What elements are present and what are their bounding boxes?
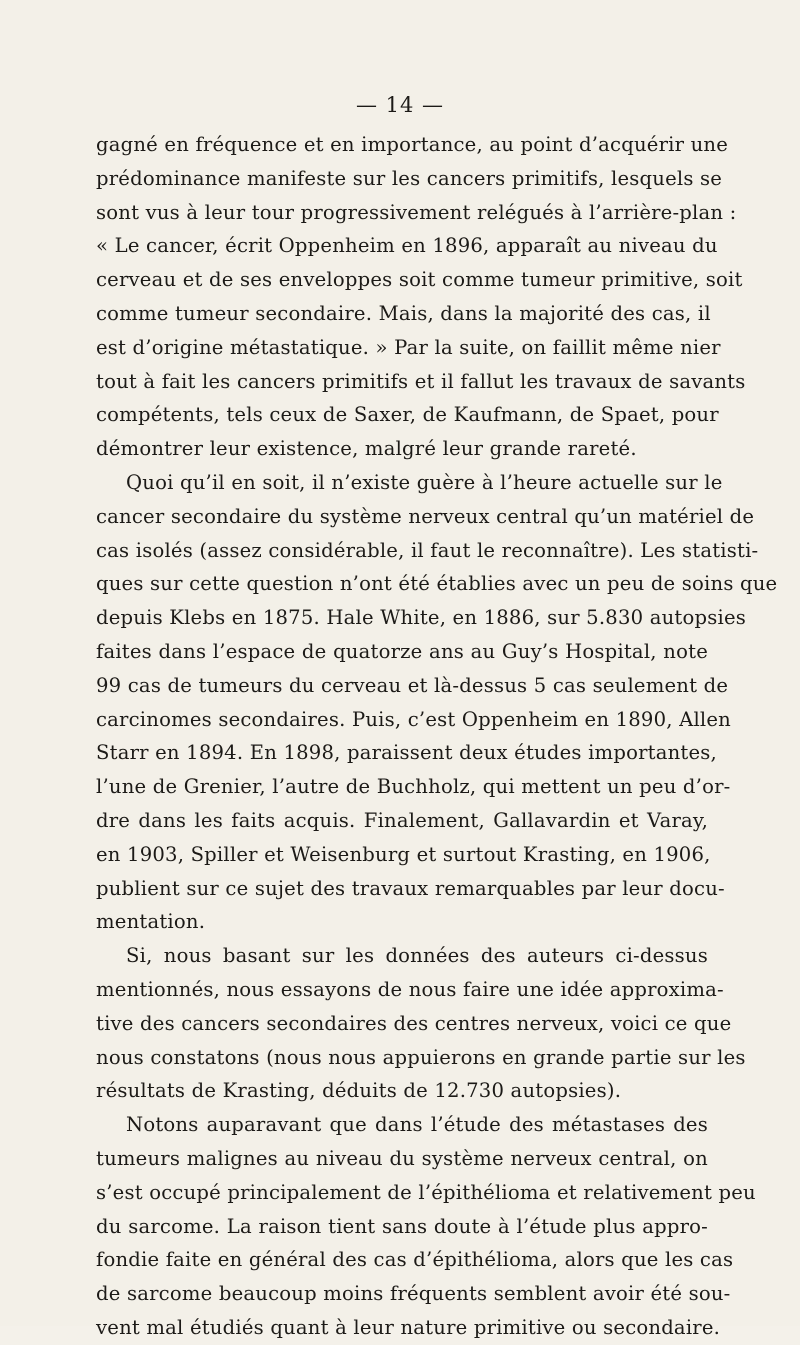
text-line: tive des cancers secondaires des centres nerveux, voici ce que: [96, 1011, 732, 1035]
text-line: ques sur cette question n’ont été établies avec un peu de soins que: [96, 572, 778, 596]
text-line: nous constatons (nous nous appuierons en grande partie sur les: [96, 1045, 746, 1069]
body-text: [96, 128, 778, 1345]
text-line: cerveau et de ses enveloppes soit comme tumeur primitive, soit: [96, 268, 743, 292]
text-line: mentionnés, nous essayons de nous faire une idée approxima-: [96, 977, 724, 1001]
text-line: cas isolés (assez considérable, il faut le reconnaître). Les statisti-: [96, 538, 759, 562]
text-line: depuis Klebs en 1875. Hale White, en 1886, sur 5.830 autopsies: [96, 606, 746, 630]
text-line: tumeurs malignes au niveau du système nerveux central, on: [96, 1146, 708, 1170]
text-line: Starr en 1894. En 1898, paraissent deux études importantes,: [96, 741, 717, 765]
text-line: Si, nous basant sur les données des auteurs ci-dessus: [126, 944, 708, 968]
text-line: vent mal étudiés quant à leur nature primitive ou secondaire.: [96, 1315, 721, 1339]
text-line: publient sur ce sujet des travaux remarquables par leur docu-: [96, 876, 725, 900]
text-line: en 1903, Spiller et Weisenburg et surtout Krasting, en 1906,: [96, 842, 711, 866]
text-line: l’une de Grenier, l’autre de Buchholz, qui mettent un peu d’or-: [96, 775, 731, 799]
text-line: faites dans l’espace de quatorze ans au Guy’s Hospital, note: [96, 639, 708, 663]
text-line: est d’origine métastatique. » Par la suite, on faillit même nier: [96, 335, 721, 359]
text-line: carcinomes secondaires. Puis, c’est Oppenheim en 1890, Allen: [96, 707, 731, 731]
text-line: s’est occupé principalement de l’épithélioma et relativement peu: [96, 1180, 756, 1204]
text-line: dre dans les faits acquis. Finalement, Gallavardin et Varay,: [96, 808, 708, 832]
text-line: Quoi qu’il en soit, il n’existe guère à l’heure actuelle sur le: [126, 470, 723, 494]
text-line: prédominance manifeste sur les cancers primitifs, lesquels se: [96, 166, 723, 190]
text-line: tout à fait les cancers primitifs et il fallut les travaux de savants: [96, 369, 746, 393]
text-line: mentation.: [96, 910, 206, 934]
text-line: résultats de Krasting, déduits de 12.730 autopsies).: [96, 1079, 622, 1103]
text-line: cancer secondaire du système nerveux central qu’un matériel de: [96, 504, 755, 528]
text-line: Notons auparavant que dans l’étude des métastases des: [126, 1113, 708, 1137]
text-line: démontrer leur existence, malgré leur grande rareté.: [96, 437, 637, 461]
text-line: fondie faite en général des cas d’épithélioma, alors que les cas: [96, 1248, 734, 1272]
text-line: de sarcome beaucoup moins fréquents semblent avoir été sou-: [96, 1282, 731, 1306]
text-line: « Le cancer, écrit Oppenheim en 1896, apparaît au niveau du: [96, 234, 718, 258]
text-line: compétents, tels ceux de Saxer, de Kaufmann, de Spaet, pour: [96, 403, 719, 427]
text-line: comme tumeur secondaire. Mais, dans la majorité des cas, il: [96, 301, 711, 325]
text-line: du sarcome. La raison tient sans doute à l’étude plus appro-: [96, 1214, 708, 1238]
text-line: sont vus à leur tour progressivement relégués à l’arrière-plan :: [96, 200, 737, 224]
page-number: — 14 —: [355, 93, 445, 117]
text-line: 99 cas de tumeurs du cerveau et là-dessus 5 cas seulement de: [96, 673, 729, 697]
text-line: gagné en fréquence et en importance, au point d’acquérir une: [96, 133, 729, 156]
